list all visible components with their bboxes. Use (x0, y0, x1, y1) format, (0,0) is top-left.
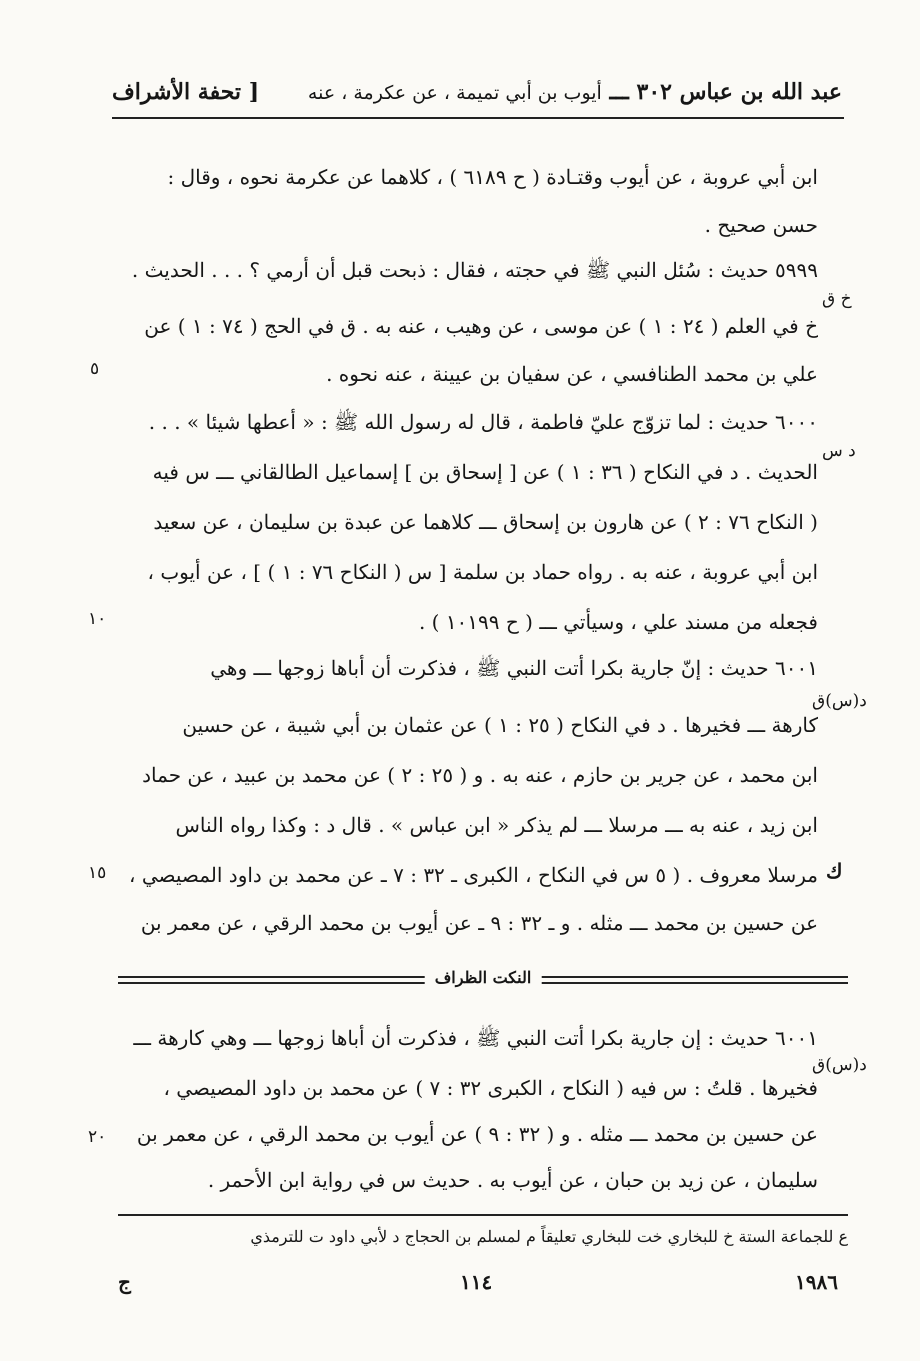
text-line: علي بن محمد الطنافسي ، عن سفيان بن عيينة ، عنه نحوه . (326, 362, 818, 386)
text-line: ابن أبي عروبة ، عنه به . رواه حماد بن سلمة [ س ( النكاح ٧٦ : ١ ) ] ، عن أيوب ، (147, 560, 818, 584)
margin-siglum: د س (822, 441, 856, 461)
footnote-rule (118, 1214, 848, 1216)
running-header (112, 72, 842, 112)
text-line: ابن أبي عروبة ، عن أيوب وقتـادة ( ح ٦١٨٩ ) ، كلاهما عن عكرمة نحوه ، وقال : (167, 165, 818, 189)
text-line: سليمان ، عن زيد بن حبان ، عن أيوب به . حديث س في رواية ابن الأحمر . (207, 1168, 818, 1192)
margin-siglum: ك (826, 859, 843, 883)
line-number: ١٥ (88, 863, 107, 883)
sigla-key-footnote: ع للجماعة الستة خ للبخاري خت للبخاري تعليقاً م لمسلم بن الحجاج د لأبي داود ت للترمذي (250, 1227, 848, 1246)
text-line: ابن محمد ، عن جرير بن حازم ، عنه به . و ( ٢٥ : ٢ ) عن محمد بن عبيد ، عن حماد (142, 763, 818, 787)
text-line: خ في العلم ( ٢٤ : ١ ) عن موسى ، عن وهيب ، عنه به . ق في الحج ( ٧٤ : ١ ) عن (144, 314, 818, 338)
hadith-line: ٥٩٩٩ حديث : سُئل النبي ﷺ في حجته ، فقال : ذبحت قبل أن أرمي ؟ . . . الحديث . (131, 258, 818, 282)
header-book-title: [ تحفة الأشراف (112, 79, 260, 105)
line-number: ٥ (90, 359, 100, 379)
text-line: ( النكاح ٧٦ : ٢ ) عن هارون بن إسحاق ـــ كلاهما عن عبدة بن سليمان ، عن سعيد (153, 510, 818, 534)
header-title (308, 72, 842, 113)
section-separator (118, 962, 848, 998)
text-line: حسن صحيح . (704, 213, 818, 237)
text-line: الحديث . د في النكاح ( ٣٦ : ١ ) عن [ إسحاق بن ] إسماعيل الطالقاني ـــ س فيه (152, 460, 818, 484)
text-line: فخيرها . قلتُ : س فيه ( النكاح ، الكبرى ٣٢ : ٧ ) عن محمد بن داود المصيصي ، (163, 1076, 818, 1100)
text-line: فجعله من مسند علي ، وسيأتي ـــ ( ح ١٠١٩٩ ) . (418, 610, 818, 634)
header-sub: أيوب بن أبي تميمة ، عن عكرمة ، عنه (307, 82, 602, 104)
page-number: ١١٤ (460, 1270, 493, 1294)
margin-siglum: د(س)ق (812, 691, 867, 711)
volume-code: ١٩٨٦ (795, 1270, 838, 1294)
hadith-line: ٦٠٠١ حديث : إن جارية بكرا أتت النبي ﷺ ، فذكرت أن أباها زوجها ـــ وهي كارهة ـــ (133, 1026, 818, 1050)
text-line: مرسلا معروف . ( ٥ س في النكاح ، الكبرى ـ ٣٢ : ٧ ـ عن محمد بن داود المصيصي ، (129, 863, 818, 887)
separator-label: النكت الظراف (425, 968, 542, 987)
text-line: ابن زيد ، عنه به ـــ مرسلا ـــ لم يذكر « ابن عباس » . قال د : وكذا رواه الناس (175, 813, 818, 837)
header-main: عبد الله بن عباس ٣٠٢ ـــ (609, 79, 842, 105)
line-number: ٢٠ (88, 1127, 107, 1147)
hadith-line: ٦٠٠٠ حديث : لما تزوّج عليّ فاطمة ، قال له رسول الله ﷺ : « أعطها شيئا » . . . (148, 410, 818, 434)
margin-siglum: د(س)ق (812, 1055, 867, 1075)
margin-siglum: خ ق (822, 289, 852, 309)
text-line: عن حسين بن محمد ـــ مثله . و ( ٣٢ : ٩ ) عن أيوب بن محمد الرقي ، عن معمر بن (136, 1122, 818, 1146)
line-number: ١٠ (88, 609, 107, 629)
signature-mark: ج (118, 1270, 131, 1294)
hadith-line: ٦٠٠١ حديث : إنّ جارية بكرا أتت النبي ﷺ ، فذكرت أن أباها زوجها ـــ وهي (210, 656, 818, 680)
header-rule (112, 117, 844, 119)
text-line: عن حسين بن محمد ـــ مثله . و ـ ٣٢ : ٩ ـ عن أيوب بن محمد الرقي ، عن معمر بن (140, 911, 818, 935)
text-line: كارهة ـــ فخيرها . د في النكاح ( ٢٥ : ١ ) عن عثمان بن أبي شيبة ، عن حسين (182, 713, 818, 737)
